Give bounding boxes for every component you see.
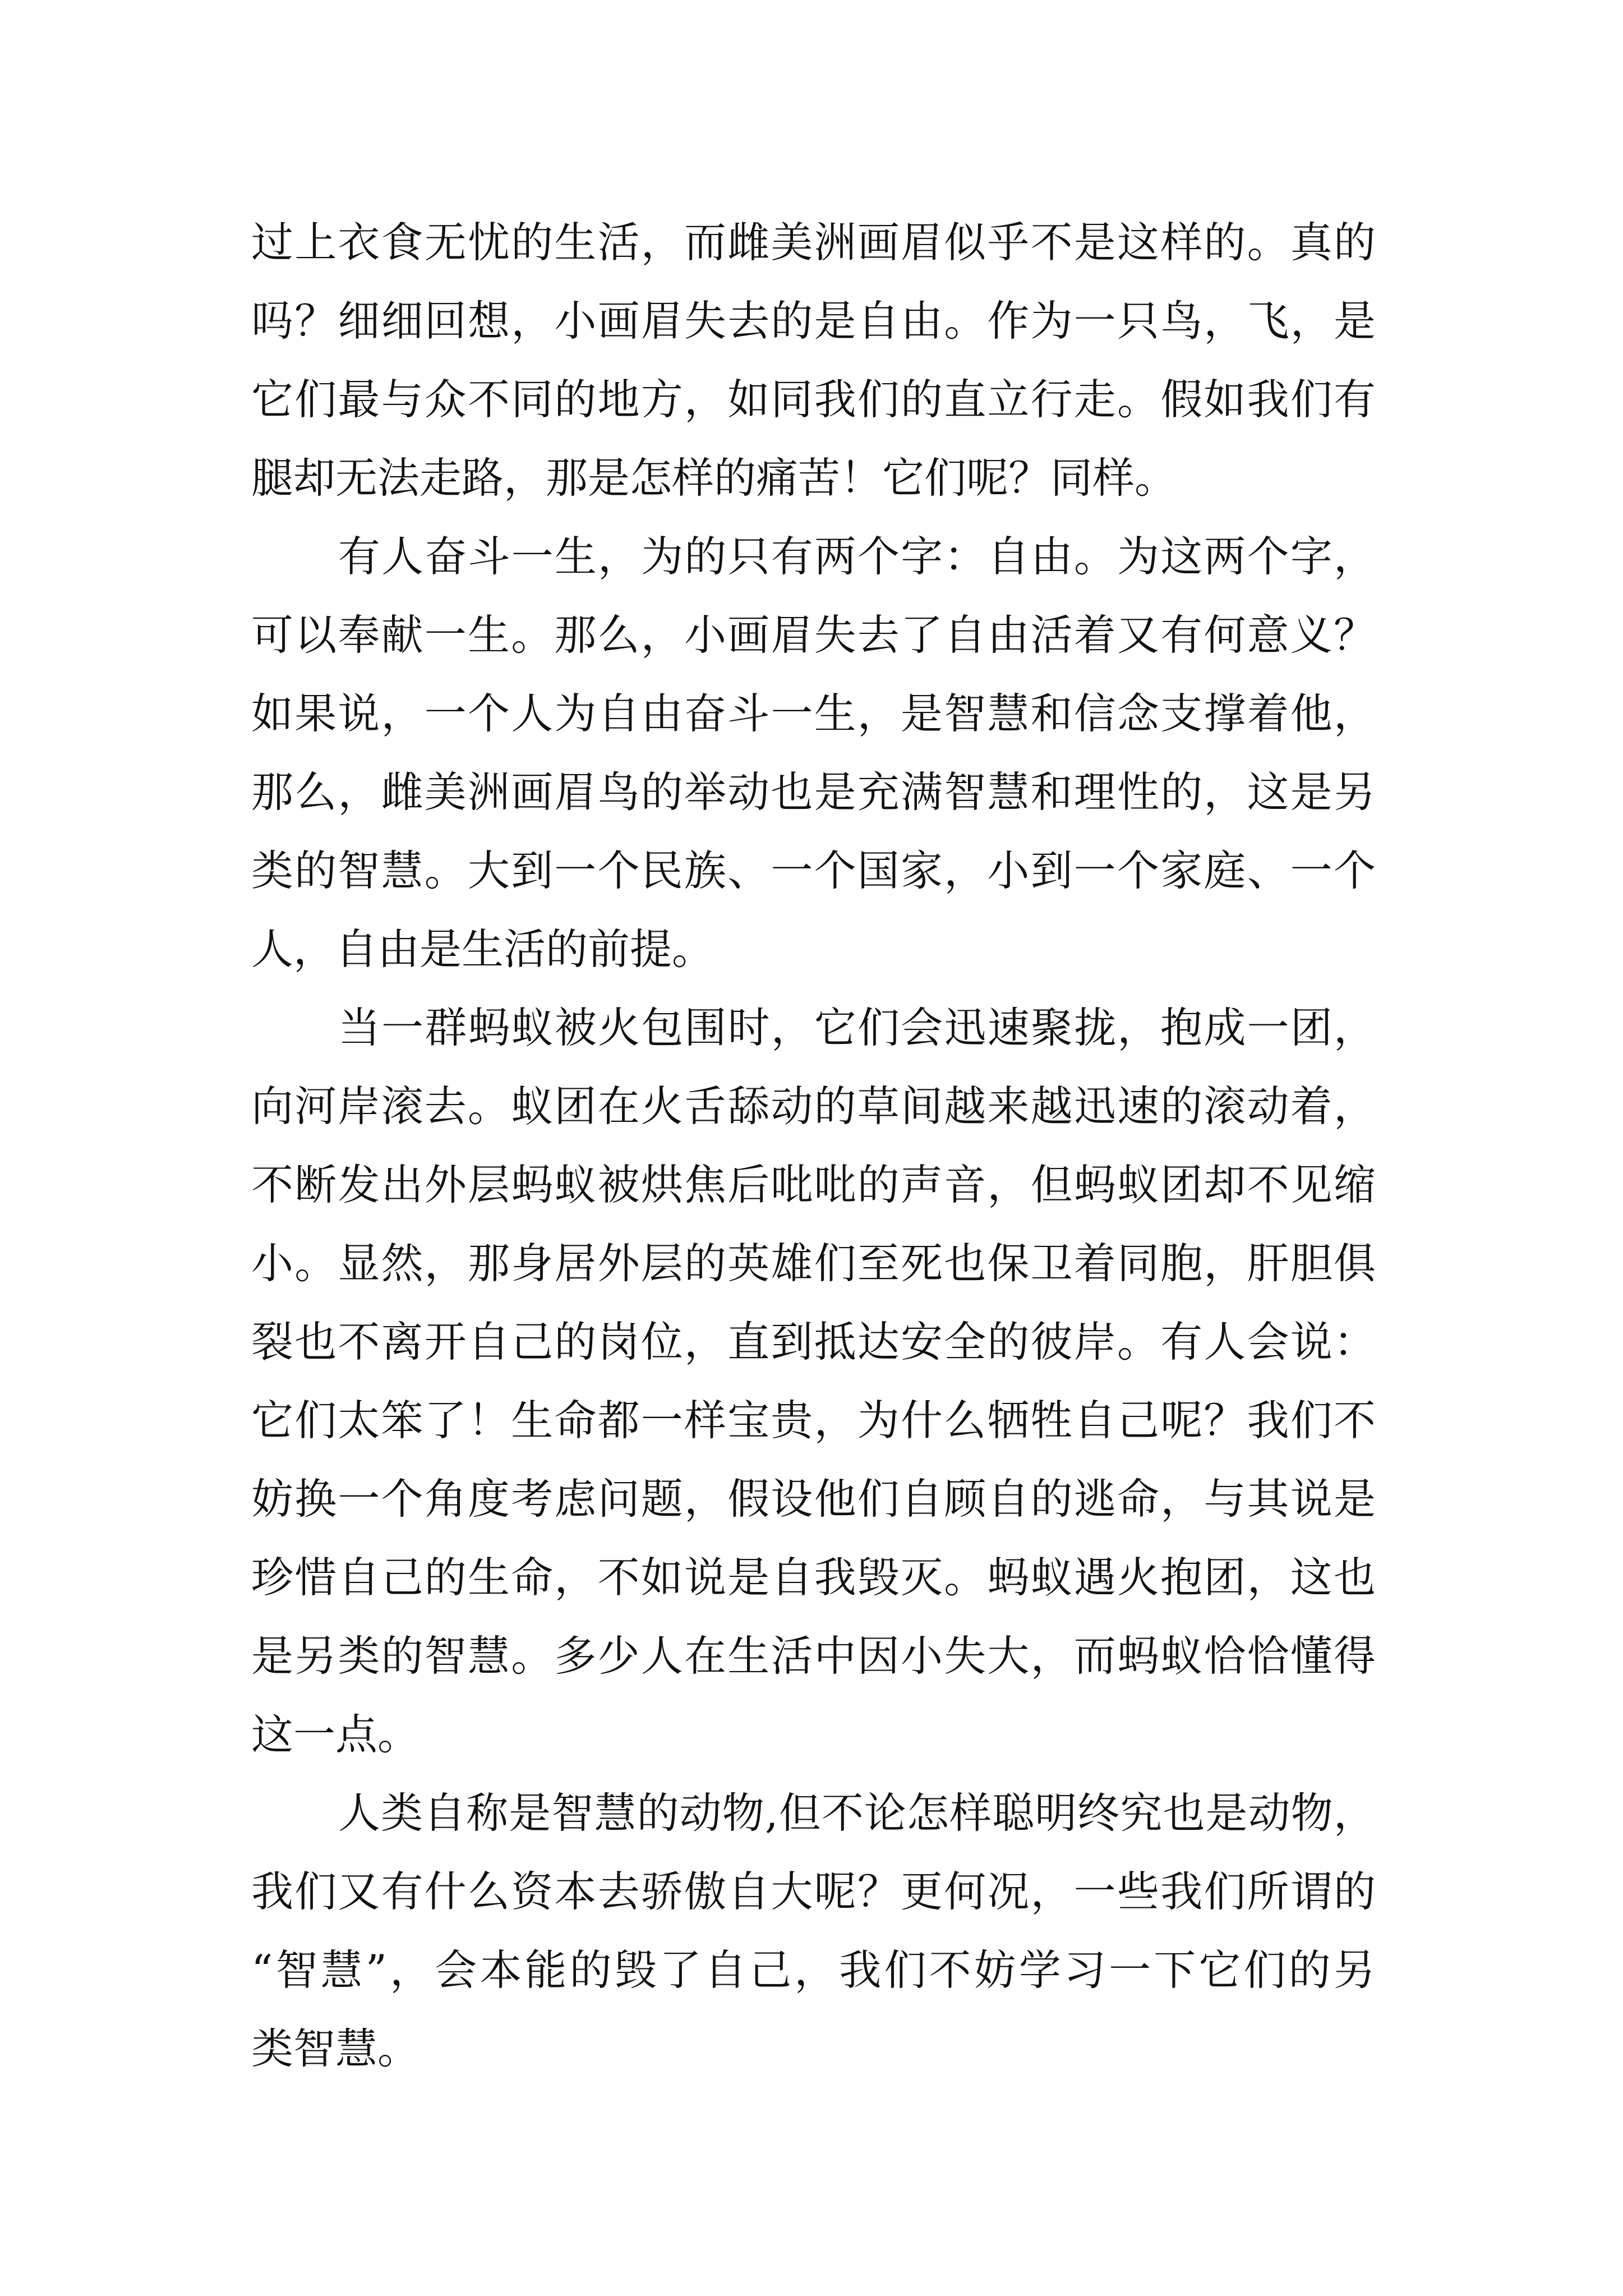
text-line: 人，自由是生活的前提。 [251, 924, 714, 974]
text-line: 有人奋斗一生，为的只有两个字：自由。为这两个字， [338, 532, 1377, 581]
text-line: 可以奉献一生。那么，小画眉失去了自由活着又有何意义？ [251, 610, 1377, 660]
text-line: 珍惜自己的生命，不如说是自我毁灭。蚂蚁遇火抱团，这也 [251, 1553, 1377, 1602]
text-line: 裂也不离开自己的岗位，直到抵达安全的彼岸。有人会说： [251, 1317, 1377, 1366]
text-line: 它们最与众不同的地方，如同我们的直立行走。假如我们有 [251, 375, 1377, 424]
text-line: 当一群蚂蚁被火包围时，它们会迅速聚拢，抱成一团， [338, 1003, 1377, 1052]
text-line: 那么，雌美洲画眉鸟的举动也是充满智慧和理性的，这是另 [251, 767, 1377, 817]
text-line: 吗？细细回想，小画眉失去的是自由。作为一只鸟，飞，是 [251, 296, 1377, 346]
text-line: 人类自称是智慧的动物,但不论怎样聪明终究也是动物， [338, 1788, 1376, 1838]
text-line: 妨换一个角度考虑问题，假设他们自顾自的逃命，与其说是 [251, 1474, 1377, 1524]
text-line: 不断发出外层蚂蚁被烘焦后吡吡的声音，但蚂蚁团却不见缩 [251, 1160, 1377, 1209]
text-line: 类的智慧。大到一个民族、一个国家，小到一个家庭、一个 [251, 846, 1377, 895]
text-line: 这一点。 [251, 1710, 420, 1759]
text-line: 如果说，一个人为自由奋斗一生，是智慧和信念支撑着他， [251, 689, 1377, 738]
text-line: 小。显然，那身居外层的英雄们至死也保卫着同胞，肝胆俱 [251, 1239, 1377, 1288]
text-line: 它们太笨了！生命都一样宝贵，为什么牺牲自己呢？我们不 [251, 1396, 1377, 1445]
text-line: 我们又有什么资本去骄傲自大呢？更何况，一些我们所谓的 [251, 1867, 1377, 1916]
text-line: 过上衣食无忧的生活，而雌美洲画眉似乎不是这样的。真的 [251, 218, 1377, 267]
text-line: “智慧”，会本能的毁了自己，我们不妨学习一下它们的另 [251, 1945, 1378, 1995]
text-line: 向河岸滚去。蚁团在火舌舔动的草间越来越迅速的滚动着， [251, 1082, 1377, 1131]
text-line: 是另类的智慧。多少人在生活中因小失大，而蚂蚁恰恰懂得 [251, 1631, 1377, 1681]
text-line: 类智慧。 [251, 2024, 420, 2073]
text-line: 腿却无法走路，那是怎样的痛苦！它们呢？同样。 [251, 453, 1177, 503]
